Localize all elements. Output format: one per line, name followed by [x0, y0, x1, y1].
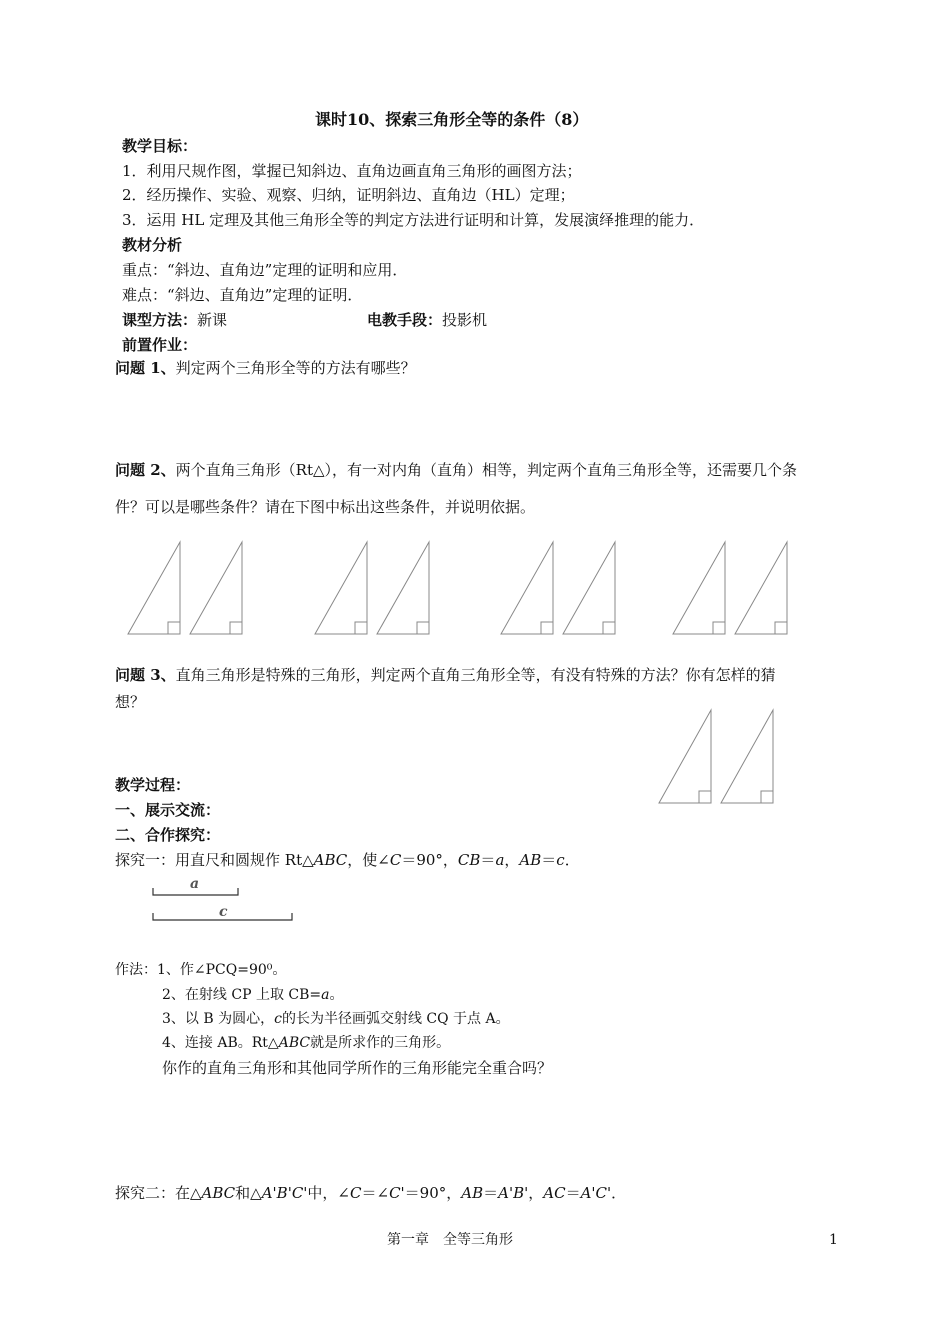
- explore-2: [115, 1183, 626, 1203]
- text: 探究二：在△: [115, 1184, 202, 1202]
- text: 2、在射线 CP 上取 CB=: [162, 987, 322, 1003]
- var: A'C': [580, 1184, 612, 1202]
- text: 和△: [235, 1184, 262, 1202]
- objectives-heading: 教学目标：: [122, 137, 198, 155]
- text: ，: [528, 1184, 544, 1202]
- section-1-heading: 一、展示交流：: [115, 801, 221, 819]
- text: ．: [611, 1184, 627, 1202]
- text: 3、以 B 为圆心，: [162, 1011, 275, 1027]
- var: AC: [543, 1184, 566, 1202]
- question-2-text: 两个直角三角形（Rt△），有一对内角（直角）相等，判定两个直角三角形全等，还需要几个条: [175, 461, 798, 479]
- objective-3: 3．运用 HL 定理及其他三角形全等的判定方法进行证明和计算，发展演绎推理的能力．: [122, 211, 705, 229]
- method-label: 作法：: [115, 962, 157, 978]
- text: 的长为半径画弧交射线 CQ 于点 A。: [281, 1011, 510, 1027]
- media-label: 电教手段：: [367, 311, 443, 329]
- process-heading: 教学过程：: [115, 776, 191, 794]
- method-question: 你作的直角三角形和其他同学所作的三角形能完全重合吗？: [162, 1059, 553, 1077]
- lesson-type-value: 新课: [197, 311, 228, 329]
- text: ，使∠: [347, 851, 390, 869]
- var-abc: ABC: [278, 1035, 311, 1051]
- var: C': [389, 1184, 405, 1202]
- page-title: 课时10、探索三角形全等的条件（8）: [315, 110, 589, 129]
- text: 中，∠: [307, 1184, 350, 1202]
- var: AB: [461, 1184, 484, 1202]
- question-3-line2: 想？: [115, 693, 146, 711]
- question-1-text: 判定两个三角形全等的方法有哪些？: [175, 359, 416, 377]
- var-c-length: c: [556, 851, 565, 869]
- var: ABC: [201, 1184, 236, 1202]
- media-value: 投影机: [442, 311, 488, 329]
- question-2-line2: 件？可以是哪些条件？请在下图中标出这些条件，并说明依据。: [115, 498, 536, 516]
- text: ＝90°，: [401, 851, 458, 869]
- question-3-text: 直角三角形是特殊的三角形，判定两个直角三角形全等，有没有特殊的方法？你有怎样的猜: [175, 666, 776, 684]
- var-c: C: [389, 851, 402, 869]
- method-step-3: [162, 1009, 510, 1029]
- var-a: a: [495, 851, 505, 869]
- text: ＝90°，: [404, 1184, 462, 1202]
- analysis-heading: 教材分析: [122, 236, 183, 254]
- question-3-label: 问题 3、: [115, 666, 176, 684]
- prework-heading: 前置作业：: [122, 336, 198, 354]
- text: ＝: [480, 851, 496, 869]
- var: A'B'C': [261, 1184, 308, 1202]
- step-1: 1、作∠PCQ=90⁰。: [157, 962, 287, 978]
- objective-1: 1．利用尺规作图，掌握已知斜边、直角边画直角三角形的画图方法；: [122, 162, 582, 180]
- text: 。: [329, 987, 344, 1003]
- difficulty: 难点：“斜边、直角边”定理的证明．: [122, 286, 363, 304]
- method-step-4: [162, 1033, 450, 1053]
- text: ＝∠: [361, 1184, 390, 1202]
- text: ＝: [565, 1184, 581, 1202]
- segment-c-label: c: [219, 904, 228, 920]
- page-number: 1: [829, 1232, 838, 1248]
- method-step-2: [162, 985, 343, 1005]
- text: ，: [504, 851, 520, 869]
- var: A'B': [498, 1184, 529, 1202]
- section-2-heading: 二、合作探究：: [115, 826, 221, 844]
- question-2-label: 问题 2、: [115, 461, 176, 479]
- text: 就是所求作的三角形。: [310, 1035, 451, 1051]
- var-a: a: [321, 987, 330, 1003]
- objective-2: 2．经历操作、实验、观察、归纳，证明斜边、直角边（HL）定理；: [122, 186, 575, 204]
- var-c: c: [274, 1011, 282, 1027]
- text: 4、连接 AB。Rt△: [162, 1035, 279, 1051]
- text: ＝: [483, 1184, 499, 1202]
- var-abc: ABC: [313, 851, 348, 869]
- text: ．: [564, 851, 580, 869]
- footer-chapter: 第一章 全等三角形: [387, 1232, 513, 1248]
- lesson-type-label: 课型方法：: [122, 311, 198, 329]
- var: C: [350, 1184, 362, 1202]
- var-cb: CB: [457, 851, 481, 869]
- explore-1-prefix: 探究一：用直尺和圆规作 Rt△: [115, 851, 314, 869]
- method-step-1: [115, 960, 286, 980]
- key-point: 重点：“斜边、直角边”定理的证明和应用．: [122, 261, 408, 279]
- segment-a-label: a: [190, 876, 200, 892]
- question-1-label: 问题 1、: [115, 359, 176, 377]
- var-ab: AB: [519, 851, 542, 869]
- text: ＝: [541, 851, 557, 869]
